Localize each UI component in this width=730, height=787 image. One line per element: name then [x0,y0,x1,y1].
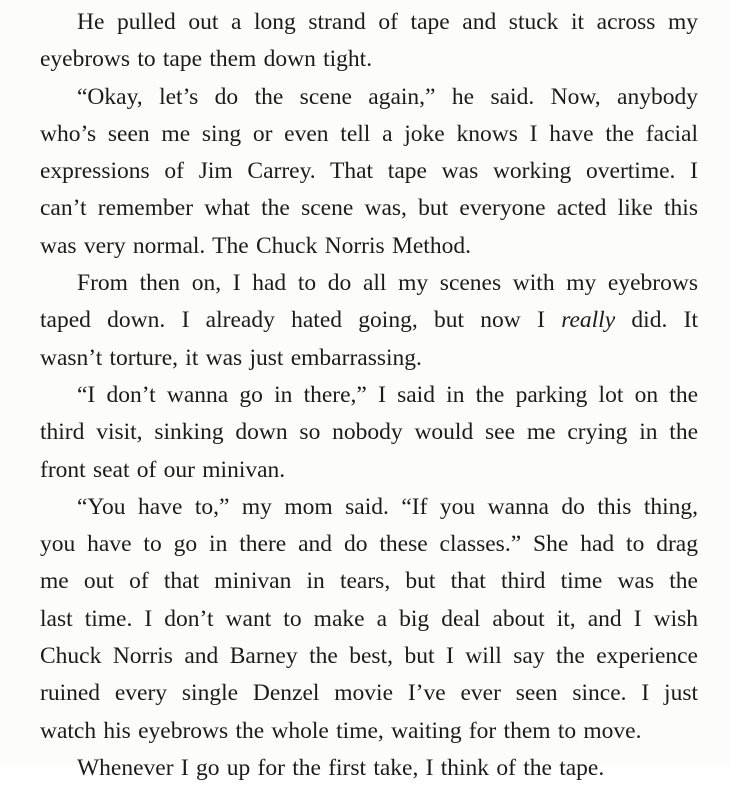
text-line: third visit, sinking down so nobody would see me crying in the [40,419,698,446]
text-line: front seat of our minivan. [40,456,286,483]
text-column [40,4,698,787]
paragraph [40,377,698,489]
text-line: me out of that minivan in tears, but that third time was the [40,568,698,595]
text-line: watch his eyebrows the whole time, waiting for them to move. [40,717,642,744]
text-line: eyebrows to tape them down tight. [40,46,373,73]
text-line: expressions of Jim Carrey. That tape was working overtime. I [40,158,698,185]
text-line: last time. I don’t want to make a big deal about it, and I wish [40,605,698,632]
text-line: who’s seen me sing or even tell a joke knows I have the facial [40,120,698,147]
text-line: Chuck Norris and Barney the best, but I will say the experience [40,643,698,670]
text-line: He pulled out a long strand of tape and stuck it across my [77,9,698,35]
text-line: can’t remember what the scene was, but everyone acted like this [40,195,698,222]
text-line: ruined every single Denzel movie I’ve ever seen since. I just [40,680,698,707]
text-line: Whenever I go up for the first take, I think of the tape. [77,754,605,781]
text-line: you have to go in there and do these classes.” She had to drag [40,531,698,558]
text-line: “I don’t wanna go in there,” I said in the parking lot on the [77,381,698,408]
text-line: “Okay, let’s do the scene again,” he said. Now, anybody [77,83,698,110]
paragraph [40,489,698,750]
paragraph [40,4,698,79]
text-line: was very normal. The Chuck Norris Method. [40,232,471,259]
text-line: From then on, I had to do all my scenes with my eyebrows [77,270,698,297]
text-line: wasn’t torture, it was just embarrassing. [40,344,422,371]
text-line: “You have to,” my mom said. “If you wanna do this thing, [77,493,698,520]
paragraph [40,750,698,787]
paragraph [40,79,698,265]
text-line: taped down. I already hated going, but now I really did. It [40,307,698,334]
paragraph [40,265,698,377]
